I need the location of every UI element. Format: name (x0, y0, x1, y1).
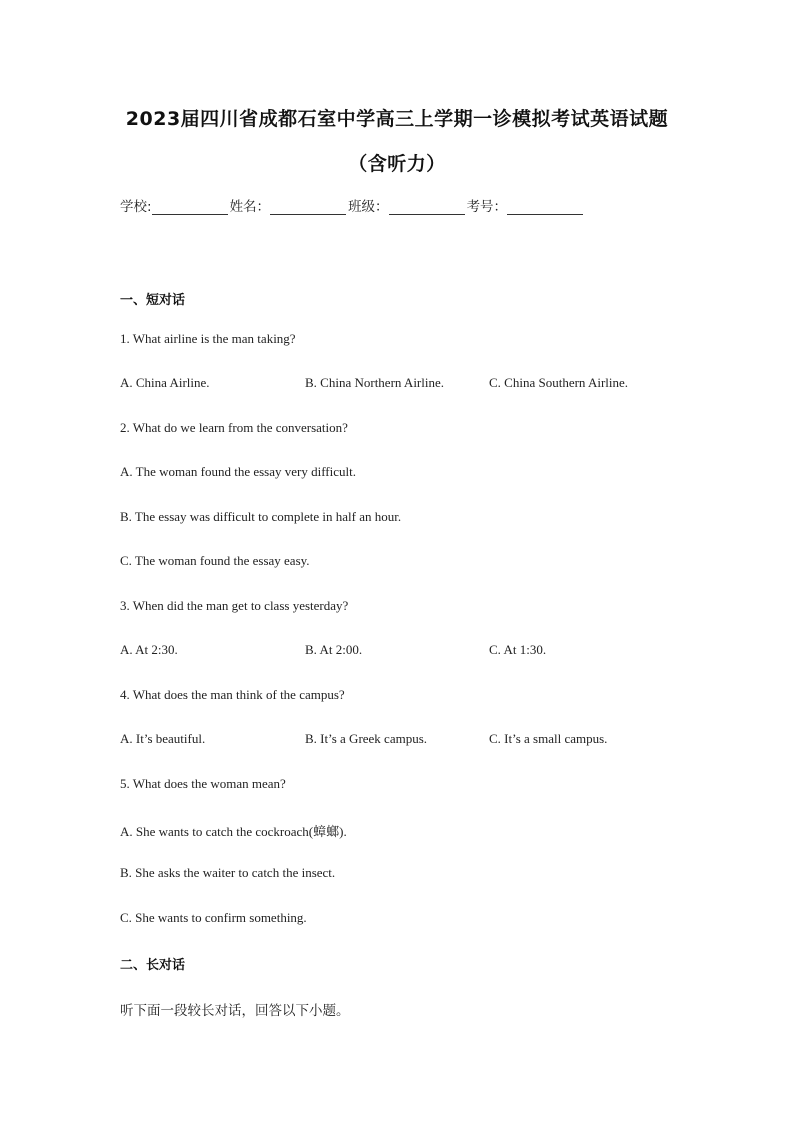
question-4: 4. What does the man think of the campus? (120, 687, 345, 702)
question-1: 1. What airline is the man taking? (120, 331, 296, 346)
option-b: B. She asks the waiter to catch the insect. (120, 865, 336, 880)
class-field[interactable] (389, 200, 465, 215)
option-a: A. It’s beautiful. (120, 731, 206, 746)
option-c: C. She wants to confirm something. (120, 910, 307, 925)
page-subtitle: （含听力） (348, 153, 446, 175)
section-title-short-dialogue: 一、短对话 (120, 293, 186, 308)
option-b: B. The essay was difficult to complete in half an hour. (120, 509, 402, 524)
student-info-line (120, 195, 585, 215)
exam-number-label: 考号： (466, 199, 508, 215)
option-c: C. At 1:30. (489, 642, 547, 657)
option-c: C. The woman found the essay easy. (120, 553, 310, 568)
name-label: 姓名： (229, 199, 271, 215)
option-c: C. China Southern Airline. (489, 375, 629, 390)
class-label: 班级： (348, 199, 389, 215)
option-b: B. It’s a Greek campus. (305, 731, 428, 746)
school-label: 学校: (120, 199, 152, 215)
school-field[interactable] (152, 200, 228, 215)
question-3: 3. When did the man get to class yesterday? (120, 598, 349, 613)
question-2: 2. What do we learn from the conversation? (120, 420, 348, 435)
option-a: A. China Airline. (120, 375, 210, 390)
long-dialogue-instruction: 听下面一段较长对话，回答以下小题。 (120, 1003, 350, 1019)
option-b: B. China Northern Airline. (305, 375, 445, 390)
option-a: A. At 2:30. (120, 642, 178, 657)
page-title: 2023届四川省成都石室中学高三上学期一诊模拟考试英语试题 (125, 108, 669, 130)
exam-number-field[interactable] (507, 200, 583, 215)
option-b: B. At 2:00. (305, 642, 363, 657)
question-5: 5. What does the woman mean? (120, 776, 286, 791)
section-title-long-dialogue: 二、长对话 (120, 958, 186, 973)
option-c: C. It’s a small campus. (489, 731, 608, 746)
name-field[interactable] (270, 200, 346, 215)
option-a: A. She wants to catch the cockroach(蟑螂). (120, 824, 347, 839)
option-a: A. The woman found the essay very difficult. (120, 464, 356, 479)
